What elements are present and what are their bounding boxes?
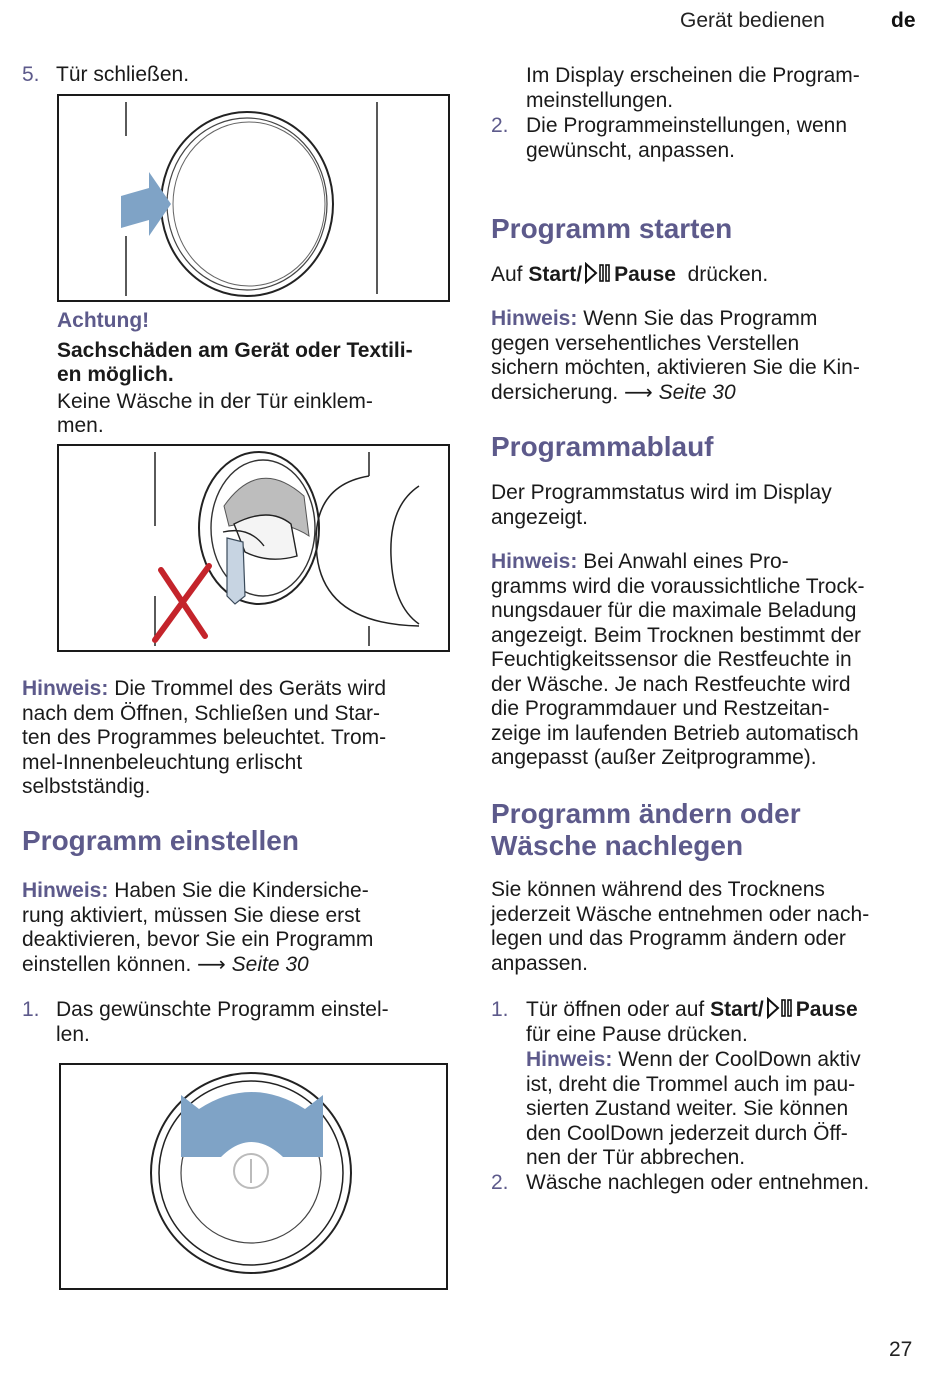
- step-2-add-laundry: [491, 1171, 869, 1196]
- step-text: Das gewünschte Programm einstel-: [56, 998, 389, 1021]
- body-text: Im Display erscheinen die Program-: [526, 64, 860, 87]
- step-text: Wäsche nachlegen oder entnehmen.: [526, 1171, 870, 1194]
- step-text: gewünscht, anpassen.: [526, 138, 735, 162]
- warning-headline-1: Sachschäden am Gerät oder Textili-: [57, 338, 413, 362]
- body-text: jederzeit Wäsche entnehmen oder nach-: [491, 902, 870, 926]
- reference-arrow-icon: ⟶: [624, 381, 653, 404]
- step-text: Tür öffnen oder auf: [526, 998, 705, 1021]
- note-label: Hinweis:: [526, 1048, 613, 1071]
- step-1-open-or-pause: [491, 997, 858, 1047]
- body-text: Der Programmstatus wird im Display: [491, 481, 832, 504]
- body-text: meinstellungen.: [526, 88, 674, 112]
- step-text: für eine Pause drücken.: [526, 1022, 748, 1046]
- note-text: der Wäsche. Je nach Restfeuchte wird: [491, 672, 851, 696]
- start-instruction: [491, 262, 768, 288]
- note-label: Hinweis:: [491, 307, 578, 330]
- note-text-first: Wenn Sie das Programm: [583, 307, 818, 330]
- note-secure-program: [491, 307, 860, 405]
- note-drum-light: [22, 677, 386, 800]
- note-text: ten des Programmes beleuchtet. Trom-: [22, 726, 387, 749]
- note-cooldown: [526, 1048, 861, 1171]
- body-text: angezeigt.: [491, 505, 588, 529]
- step-number: 2.: [491, 1171, 509, 1194]
- warning-text-1: Keine Wäsche in der Tür einklem-: [57, 389, 373, 413]
- note-text: gegen versehentliches Verstellen: [491, 331, 800, 355]
- note-text: einstellen können.: [22, 952, 192, 976]
- page-reference-link[interactable]: Seite 30: [231, 952, 309, 976]
- step-number: 1.: [491, 998, 509, 1021]
- step-text: Tür schließen.: [56, 63, 190, 86]
- ablauf-text: [491, 481, 832, 530]
- aendern-text: [491, 878, 869, 976]
- page-reference-link[interactable]: Seite 30: [658, 380, 736, 404]
- note-text: sichern möchten, aktivieren Sie die Kin-: [491, 356, 860, 379]
- running-header-section: Gerät bedienen: [680, 9, 825, 32]
- note-text-first: Wenn der CoolDown aktiv: [618, 1048, 861, 1071]
- note-text: den CoolDown jederzeit durch Öff-: [526, 1121, 848, 1145]
- note-text: rung aktiviert, müssen Sie diese erst: [22, 903, 361, 927]
- language-code: de: [891, 9, 916, 32]
- reference-arrow-icon: ⟶: [197, 953, 226, 976]
- pause-key-label: Pause: [795, 998, 858, 1021]
- note-text: ist, dreht die Trommel auch im pau-: [526, 1072, 856, 1096]
- heading-programm-aendern: [491, 798, 801, 862]
- note-text: sierten Zustand weiter. Sie können: [526, 1097, 849, 1120]
- note-label: Hinweis:: [491, 550, 578, 573]
- note-text: nach dem Öffnen, Schließen und Star-: [22, 701, 380, 725]
- step-text: Die Programmeinstellungen, wenn: [526, 114, 847, 137]
- start-pause-icon: [584, 262, 612, 284]
- note-label: Hinweis:: [22, 677, 109, 700]
- figure-laundry-in-door: [57, 444, 450, 652]
- note-text: dersicherung.: [491, 380, 619, 404]
- figure-program-dial: [59, 1063, 448, 1290]
- heading-line: Programm ändern oder: [491, 798, 801, 829]
- heading-programmablauf: Programmablauf: [491, 431, 714, 462]
- start-key-label: Start/: [528, 263, 583, 286]
- body-text: Auf: [491, 263, 523, 286]
- figure-close-door: [57, 94, 450, 302]
- note-drying-time: [491, 550, 864, 771]
- note-child-lock: [22, 879, 373, 977]
- note-text-first: Haben Sie die Kindersiche-: [114, 879, 369, 902]
- body-text: Sie können während des Trocknens: [491, 878, 825, 901]
- step-number: 5.: [22, 63, 40, 86]
- intro-display-text: [526, 64, 860, 113]
- step-2-adjust: [491, 114, 847, 163]
- step-number: 1.: [22, 998, 40, 1021]
- step-1-select-program: [22, 998, 389, 1047]
- note-text: nen der Tür abbrechen.: [526, 1146, 746, 1169]
- body-text: drücken.: [687, 263, 769, 286]
- heading-programm-starten: Programm starten: [491, 213, 733, 244]
- note-text: gramms wird die voraussichtliche Trock-: [491, 574, 865, 598]
- note-label: Hinweis:: [22, 879, 109, 902]
- page-number: 27: [889, 1338, 913, 1361]
- note-text: Feuchtigkeitssensor die Restfeuchte in: [491, 648, 852, 671]
- warning-text-2: men.: [57, 414, 104, 437]
- note-text: selbstständig.: [22, 775, 151, 798]
- prohibited-cross-icon: [155, 566, 209, 640]
- body-text: legen und das Programm ändern oder: [491, 927, 846, 950]
- warning-box: [57, 309, 413, 439]
- start-key-label: Start/: [710, 998, 764, 1021]
- step-number: 2.: [491, 114, 509, 137]
- warning-headline-2: en möglich.: [57, 363, 174, 386]
- note-text: angezeigt. Beim Trocknen bestimmt der: [491, 623, 862, 647]
- note-text: deaktivieren, bevor Sie ein Programm: [22, 928, 374, 951]
- note-text: mel-Innenbeleuchtung erlischt: [22, 750, 303, 774]
- warning-title: Achtung!: [57, 309, 150, 332]
- note-text: die Programmdauer und Restzeitan-: [491, 697, 830, 720]
- note-text-first: Bei Anwahl eines Pro-: [583, 550, 789, 573]
- note-text: zeige im laufenden Betrieb automatisch: [491, 721, 859, 745]
- step-5: [22, 63, 189, 88]
- heading-programm-einstellen: Programm einstellen: [22, 825, 299, 856]
- program-dial-illustration: [61, 1065, 446, 1288]
- door-closing-illustration: [59, 96, 448, 300]
- note-text-first: Die Trommel des Geräts wird: [114, 677, 387, 700]
- note-text: nungsdauer für die maximale Beladung: [491, 599, 857, 622]
- heading-line: Wäsche nachlegen: [491, 830, 744, 861]
- rotate-arrow-icon: [181, 1092, 323, 1157]
- note-text: angepasst (außer Zeitprogramme).: [491, 746, 817, 769]
- laundry-trapped-illustration: [59, 446, 448, 650]
- body-text: anpassen.: [491, 951, 588, 975]
- pause-key-label: Pause: [614, 263, 676, 286]
- step-text: len.: [56, 1022, 90, 1046]
- start-pause-icon: [766, 997, 794, 1019]
